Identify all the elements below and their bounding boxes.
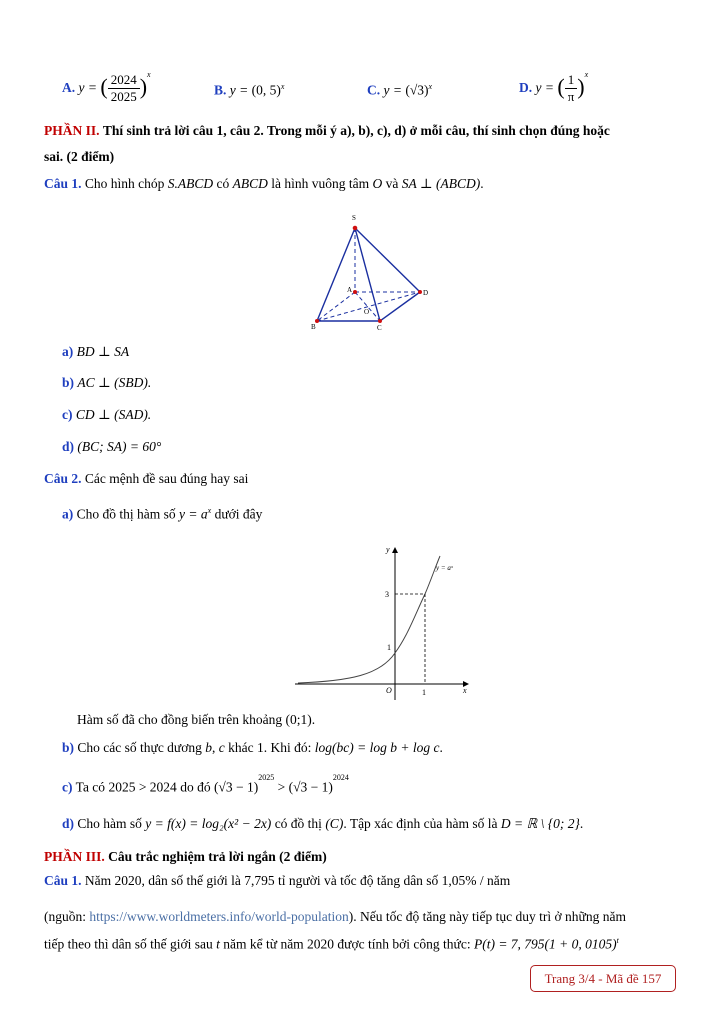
q2-b-text-1: Cho các số thực dương: [77, 740, 202, 755]
q2-a-exp: x: [207, 506, 212, 515]
label-a: A: [347, 286, 353, 294]
q1-item-a-label: a): [62, 344, 74, 359]
option-b: B. y = (0, 5)$^x$: [214, 82, 285, 98]
point-c: [378, 319, 382, 323]
option-b-lhs: y =: [229, 82, 249, 98]
graph-y-label: y: [386, 545, 390, 554]
option-c: C. $y = (√3)^x$: [367, 82, 433, 98]
q1-statement: [44, 176, 484, 192]
q1-text-4: và: [385, 176, 399, 191]
option-a: A. y = ( $\frac{2024}{2025}$ )$^x$: [62, 69, 151, 105]
q1-item-c-label: c): [62, 407, 73, 422]
q2-d-graph-name: (C): [325, 816, 344, 831]
part3-q1-line1: [44, 873, 510, 889]
graph-curve-label: y = aˣ: [436, 564, 453, 572]
q1-item-a-text: BD ⊥ SA: [76, 344, 130, 359]
q1-text-1: Cho hình chóp: [84, 176, 165, 191]
q2-b-m1: b: [205, 740, 213, 755]
q2-a-text-2: dưới đây: [214, 506, 263, 522]
part3-q1-label: Câu 1.: [44, 873, 82, 888]
label-d: D: [423, 289, 429, 297]
option-d-label: D.: [519, 80, 533, 95]
q1-center: O: [372, 176, 383, 191]
label-b: B: [311, 323, 316, 331]
q2-a-text-1: Cho đồ thị hàm số: [76, 506, 176, 522]
source-link[interactable]: https://www.worldmeters.info/world-population: [89, 909, 349, 924]
exp-curve: [298, 556, 440, 683]
q2-b-text-2: khác 1. Khi đó:: [228, 740, 312, 755]
q2-c-text-1: Ta có: [75, 779, 106, 795]
part3-instruction: Câu trắc nghiệm trả lời ngắn (2 điểm): [108, 849, 327, 864]
q2-label: Câu 2.: [44, 471, 82, 486]
part3-q1-source-open: (nguồn:: [44, 909, 86, 924]
option-a-exp: x: [147, 69, 151, 79]
q2-text: Các mệnh đề sau đúng hay sai: [84, 471, 249, 486]
q1-text-5: .: [480, 176, 484, 191]
option-b-base: 0, 5: [256, 82, 277, 98]
option-a-lhs: y =: [78, 80, 97, 95]
q2-c-gt: >: [277, 779, 286, 795]
q2-a-label: a): [62, 506, 74, 522]
option-a-label: A.: [62, 80, 76, 95]
part2-title: PHẦN II.: [44, 123, 100, 138]
option-d-lhs: y =: [535, 80, 554, 95]
option-b-label: B.: [214, 82, 227, 98]
point-d: [418, 290, 422, 294]
option-d: D. y = ( $\frac{1}{\pi}$ )$^x$: [519, 69, 589, 105]
part3-title: PHẦN III.: [44, 849, 105, 864]
label-s: S: [352, 214, 356, 222]
option-b-exp: x: [280, 82, 285, 91]
q2-c-base-1: (√3 − 1): [213, 779, 259, 795]
part3-heading: [44, 849, 327, 865]
graph-origin: O: [386, 686, 392, 695]
graph-tick-y3: 3: [385, 590, 389, 599]
option-c-label: C.: [367, 82, 381, 98]
part3-q1-formula-exp: t: [616, 936, 619, 945]
label-o: O: [364, 308, 370, 316]
q2-d-end: .: [579, 816, 584, 831]
q2-b-label: b): [62, 740, 75, 755]
part3-q1-line2: [44, 909, 626, 925]
part3-q1-text-3: năm kể từ năm 2020 được tính bởi công thức:: [223, 936, 471, 952]
graph-tick-y1: 1: [387, 643, 391, 652]
option-a-num: 2024: [108, 72, 140, 89]
q1-item-d-text: (BC; SA) = 60°: [77, 439, 162, 454]
q2-item-b: [62, 740, 443, 756]
option-a-den: 2025: [110, 89, 137, 105]
q1-pyramid: S.ABCD: [167, 176, 214, 191]
part2-instruction-cont: sai. (2 điểm): [44, 149, 115, 164]
q2-d-text-2: có đồ thị: [274, 816, 322, 831]
q1-text-2: có: [216, 176, 230, 191]
q2-b-end: .: [439, 740, 443, 755]
q2-a-interval: (0;1): [285, 712, 312, 727]
q2-b-sep: ,: [212, 740, 216, 755]
q2-b-formula: log(bc) = log b + log c: [314, 740, 440, 755]
q1-item-d: [62, 439, 161, 455]
option-d-exp: x: [584, 69, 589, 79]
q2-item-a: [62, 506, 262, 523]
q2-c-label: c): [62, 779, 73, 795]
page-footer: Trang 3/4 - Mã đề 157: [530, 965, 676, 992]
q2-d-formula: y = f(x) = log₂(x² − 2x): [145, 816, 272, 831]
q1-label: Câu 1.: [44, 176, 82, 191]
part3-q1-t: t: [216, 936, 220, 952]
q2-b-m2: c: [218, 740, 225, 755]
q2-d-text-3: . Tập xác định của hàm số là: [343, 816, 498, 831]
option-c-exp: x: [428, 82, 433, 91]
option-d-den: π: [567, 89, 575, 105]
part3-q1-line3: [44, 936, 619, 953]
option-c-base: √3: [409, 82, 425, 98]
q1-item-b-text: AC ⊥ (SBD).: [77, 375, 152, 390]
q1-item-c: [62, 407, 151, 423]
q1-text-3: là hình vuông tâm: [271, 176, 370, 191]
part2-instruction: Thí sinh trả lời câu 1, câu 2. Trong mỗi ý a), b), c), d) ở mỗi câu, thí sinh chọn đúng hoặc: [102, 123, 610, 138]
q1-item-b-label: b): [62, 375, 75, 390]
q2-c-base-2: (√3 − 1): [288, 779, 333, 795]
q2-d-label: d): [62, 816, 75, 831]
q1-item-d-label: d): [62, 439, 75, 454]
q2-a-end: .: [311, 712, 316, 727]
q1-perp: SA ⊥ (ABCD): [401, 176, 481, 191]
q2-statement: [44, 471, 248, 487]
part2-heading: [44, 123, 610, 139]
label-c: C: [377, 324, 382, 332]
point-a: [353, 290, 357, 294]
graph-x-label: x: [463, 686, 467, 695]
q2-d-domain: D = ℝ \ {0; 2}: [500, 816, 580, 831]
q1-base: ABCD: [232, 176, 268, 191]
q2-a-conclusion-text: Hàm số đã cho đồng biến trên khoảng: [77, 712, 283, 727]
option-d-num: 1: [565, 72, 578, 89]
q2-c-exp2: 2024: [332, 773, 349, 782]
q2-c-m1: 2025 > 2024: [108, 779, 177, 795]
q2-c-exp1: 2025: [258, 773, 275, 782]
q2-item-c: [62, 773, 349, 796]
point-s: [353, 226, 358, 231]
part3-q1-text-1: Năm 2020, dân số thế giới là 7,795 tỉ người và tốc độ tăng dân số 1,05% / năm: [84, 873, 511, 888]
q2-a-conclusion: [77, 712, 315, 728]
q2-d-text-1: Cho hàm số: [77, 816, 142, 831]
exp-graph: [290, 540, 480, 705]
part3-q1-formula: P(t) = 7, 795(1 + 0, 0105): [473, 936, 617, 952]
part3-q1-source-close: ). Nếu tốc độ tăng này tiếp tục duy trì ở những năm: [348, 909, 626, 924]
q2-item-d: [62, 816, 583, 832]
q1-item-b: [62, 375, 151, 391]
q2-c-text-2: do đó: [180, 779, 211, 795]
q2-a-math: y = a: [179, 506, 208, 522]
pyramid-figure: [300, 210, 440, 335]
part3-q1-text-2: tiếp theo thì dân số thế giới sau: [44, 936, 213, 952]
graph-tick-x1: 1: [422, 688, 426, 697]
q1-item-a: [62, 344, 129, 360]
option-c-lhs: y =: [383, 82, 402, 98]
q1-item-c-text: CD ⊥ (SAD).: [75, 407, 152, 422]
